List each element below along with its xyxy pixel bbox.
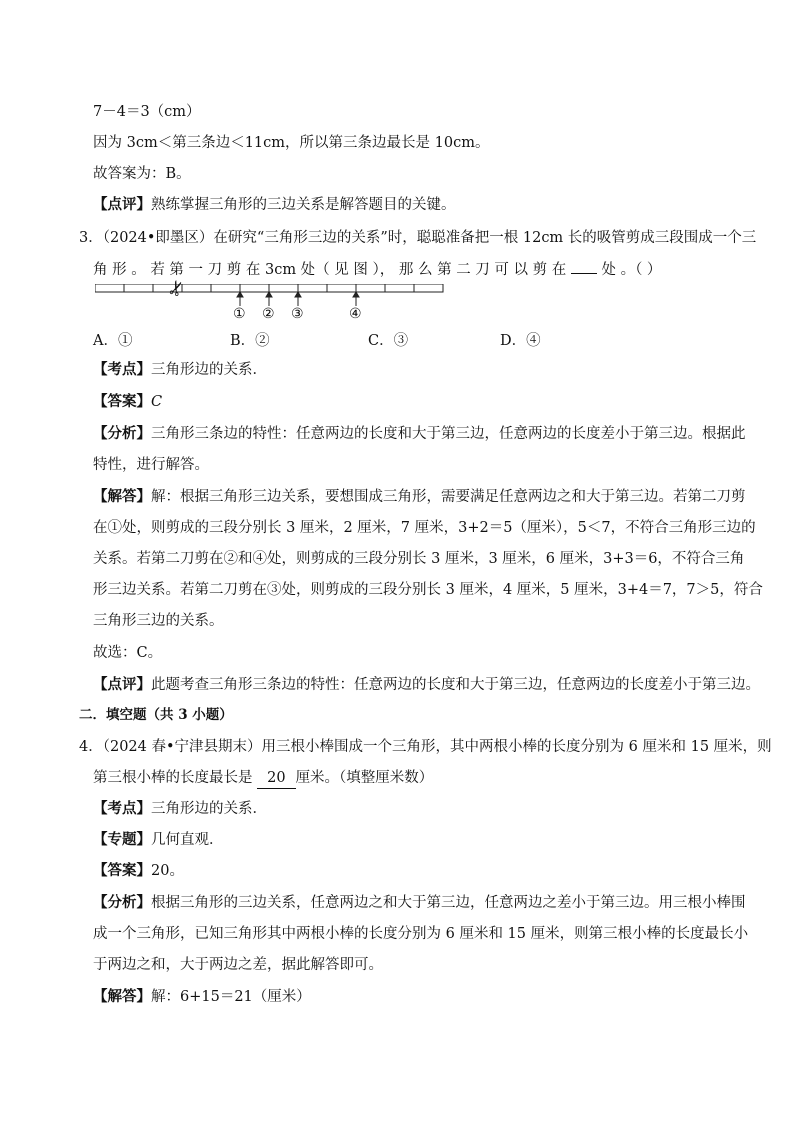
option-b: B．② [230, 333, 270, 349]
q4-stem-line1: 4．（2024 春•宁津县期末）用三根小棒围成一个三角形，其中两根小棒的长度分别为 6 厘米和 15 厘米，则 [79, 739, 772, 755]
q3-stem-part-b: 处 。（ ） [601, 262, 662, 278]
q3-jieda-tag: 【解答】 [93, 488, 151, 505]
ruler-label-1: ① [233, 306, 246, 322]
q4-kaodian-tag: 【考点】 [93, 800, 151, 817]
q3-fenxi-text1: 三角形三条边的特性：任意两边的长度和大于第三边，任意两边的长度差小于第三边。根据此 [151, 426, 746, 442]
q3-stem-part-a: 角 形 。 若 第 一 刀 剪 在 3cm 处（ 见 图 ）， 那 么 第 二 刀 可 以 剪 在 [93, 262, 567, 278]
scissors-icon: ✂ [162, 276, 191, 300]
arrow-3 [295, 292, 301, 306]
arrow-4 [353, 292, 359, 306]
q3-guxuan-line: 故选：C。 [93, 645, 163, 661]
q4-jieda-line1 [93, 987, 311, 1007]
option-d: D．④ [500, 333, 541, 349]
q4-stem-line2 [93, 768, 433, 789]
q4-fenxi-line2: 成一个三角形，已知三角形其中两根小棒的长度分别为 6 厘米和 15 厘米，则第三根小棒的长度最长小 [93, 926, 749, 942]
option-a: A．① [93, 333, 133, 349]
q4-stem-part-a: 第三根小棒的长度最长是 [93, 770, 253, 786]
q4-daan-line [93, 861, 184, 881]
ruler-label-2: ② [262, 306, 275, 322]
q3-jieda-line5: 三角形三边的关系。 [93, 613, 224, 629]
comment-text: 熟练掌握三角形的三边关系是解答题目的关键。 [151, 197, 456, 213]
q3-daan-line [93, 392, 162, 412]
comment-tag: 【点评】 [93, 196, 151, 213]
ruler-label-4: ④ [349, 306, 362, 322]
q4-answer-blank: 20 [257, 768, 295, 789]
q3-daan-tag: 【答案】 [93, 393, 151, 410]
q4-zhuanti-tag: 【专题】 [93, 831, 151, 848]
q4-zhuanti-text: 几何直观． [151, 832, 224, 848]
q4-zhuanti-line [93, 830, 224, 850]
q3-fenxi-line1 [93, 424, 746, 444]
arrow-1 [237, 292, 243, 306]
comment-line [93, 195, 456, 215]
option-c: C．③ [368, 333, 409, 349]
q3-jieda-line4: 形三边关系。若第二刀剪在③处，则剪成的三段分别长 3 厘米，4 厘米，5 厘米，3+4＝7，7＞5，符合 [93, 582, 763, 598]
q3-answer-blank [571, 259, 597, 274]
answer-line: 故答案为：B。 [93, 166, 191, 182]
q4-fenxi-text1: 根据三角形的三边关系，任意两边之和大于第三边，任意两边之差小于第三边。用三根小棒围 [151, 895, 746, 911]
arrow-2 [266, 292, 272, 306]
calc-line: 7－4＝3（cm） [93, 104, 201, 120]
q3-dianping-text: 此题考查三角形三条边的特性：任意两边的长度和大于第三边，任意两边的长度差小于第三边。 [151, 677, 760, 693]
q4-kaodian-line [93, 799, 267, 819]
q3-kaodian-line [93, 360, 267, 380]
q3-kaodian-text: 三角形边的关系． [151, 362, 267, 378]
q3-stem-line2 [93, 259, 661, 280]
q3-jieda-line3: 关系。若第二刀剪在②和④处，则剪成的三段分别长 3 厘米，3 厘米，6 厘米，3+3＝6，不符合三角 [93, 551, 745, 567]
q4-jieda-tag: 【解答】 [93, 988, 151, 1005]
q4-jieda-text1: 解：6+15＝21（厘米） [151, 989, 311, 1005]
q4-daan-tag: 【答案】 [93, 862, 151, 879]
because-line: 因为 3cm＜第三条边＜11cm，所以第三条边最长是 10cm。 [93, 135, 490, 151]
q3-fenxi-tag: 【分析】 [93, 425, 151, 442]
q4-kaodian-text: 三角形边的关系． [151, 801, 267, 817]
q3-jieda-line2: 在①处，则剪成的三段分别长 3 厘米，2 厘米，7 厘米，3+2＝5（厘米），5＜7，不符合三角形三边的 [93, 520, 756, 536]
q3-dianping-line [93, 675, 760, 695]
q4-fenxi-line3: 于两边之和，大于两边之差，据此解答即可。 [93, 957, 383, 973]
q4-fenxi-tag: 【分析】 [93, 894, 151, 911]
q3-daan-text: C [151, 394, 163, 410]
q4-daan-text: 20。 [151, 863, 184, 879]
q3-fenxi-line2: 特性，进行解答。 [93, 457, 209, 473]
q3-jieda-text1: 解：根据三角形三边关系，要想围成三角形，需要满足任意两边之和大于第三边。若第二刀剪 [151, 489, 746, 505]
q3-dianping-tag: 【点评】 [93, 676, 151, 693]
straw-ruler-figure [95, 276, 455, 330]
q3-jieda-line1 [93, 487, 746, 507]
q3-kaodian-tag: 【考点】 [93, 361, 151, 378]
section-title: 二．填空题（共 3 小题） [79, 707, 233, 723]
ruler-label-3: ③ [291, 306, 304, 322]
q4-fenxi-line1 [93, 893, 746, 913]
q3-stem-line1: 3．（2024•即墨区）在研究“三角形三边的关系”时，聪聪准备把一根 12cm 长的吸管剪成三段围成一个三 [79, 230, 757, 246]
q4-stem-part-b: 厘米。（填整厘米数） [295, 770, 434, 786]
